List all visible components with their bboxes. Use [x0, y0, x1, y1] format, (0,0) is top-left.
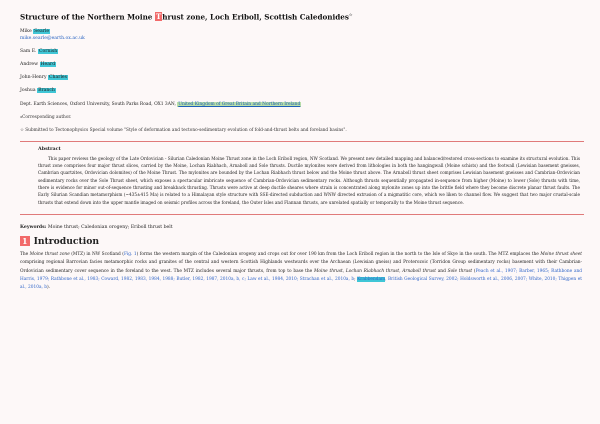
- author-1[interactable]: Mike Searle: [20, 29, 50, 35]
- title-text-rest: hrust zone, Loch Eriboll, Scottish Caledonides: [162, 12, 349, 22]
- affiliation-country-link[interactable]: United Kingdom of Great Britain and Northern Ireland: [178, 101, 301, 107]
- article-page: [8, 0, 592, 424]
- abstract-text: This paper reviews the geology of the Late Ordovician - Silurian Caledonian Moine Thrust zone in the Loch Eriboll region, NW Scotland. We present new detailed mapping and balanced/restored cross-sections to examine its structural evolution. This thrust zone comprises four major thrust slices, carried by the Moine, Lochan Riabhach, Arnaboll and Sole thrusts. Ductile mylonites were derived from lithologies in both the hangingwall (Moine schists) and the footwall (Lewisian basement gneisses, Cambrian quartzites, Ordovician dolomites) of the Moine Thrust. The mylonites are bounded by the Lochan Riabhach thrust below and the Moine thrust above. The Arnaboll thrust sheet comprises Lewisian basement gneisses and Cambrian-Ordovician sedimentary rocks over the Sole Thrust sheet, which exposes a spectacular imbricate sequence of Cambrian-Ordovician sedimentary rocks. Although thrusts sequentially propagated in-sequence from higher (Moine) to lower (Sole) thrusts with time, there is evidence for minor out-of-sequence thrusting and breakback thrusting. Thrusts were active at deep ductile sheares where strain is concentrated along mylonite zones up into the brittle field where they become discrete planar thrust faults. The Early Silurian Scandian metamorphism (~435±415 Ma) is related to a Himalayan style structure with SSE-directed subduction and WNW directed extrusion of a migmatitic core, which we liken to channel flow. We suggest that two major crustal-scale thrusts that extend down into the upper mantle imaged on seismic profiles across the foreland, the Outer Isles and Flannan thrusts, are unrelated spatially or temporally to the Moine thrust sequence.: [38, 155, 580, 205]
- author-email[interactable]: mike.searle@earth.ox.ac.uk: [20, 35, 85, 41]
- keywords-list: Moine thrust; Caledonian orogeny; Eriboll thrust belt: [47, 224, 173, 230]
- author-4[interactable]: John-Henry Charles: [20, 75, 67, 81]
- abstract-heading: Abstract: [38, 145, 61, 152]
- figure-link[interactable]: Fig. 1: [123, 251, 137, 257]
- title-highlight: T: [155, 12, 162, 22]
- author-block: [20, 29, 584, 41]
- section-title: Introduction: [33, 235, 100, 247]
- special-volume-note: ☆ Submitted to Tectonophysics Special volume "Style of deformation and tectono-sedimentary evolution of fold-and-thrust belts and foreland basins".: [20, 127, 347, 133]
- article-title: [20, 12, 584, 21]
- author-2[interactable]: Sam E. Cornish: [20, 48, 58, 54]
- corresponding-note: ⁎Corresponding author.: [20, 114, 72, 120]
- citation-links[interactable]: Peach et al., 1907; Barber, 1965; Rathbone and Harris, 1979; Rathbone et al., 1983; Coward, 1982, 1983, 1984, 1988; Butler, 1982, 1987, 2010a, b, c; Law et al., 1984, 2010; Strachan et al., 2010a, b: [20, 268, 583, 283]
- citation-links-2[interactable]: , British Geological Survey, 2002; Holdsworth et al., 2006, 2007; White, 2010; Thigpen et al., 2010a, b: [20, 277, 582, 291]
- intro-paragraph: The Moine thrust zone (MTZ) in NW Scotland (Fig. 1) forms the western margin of the Caledonian orogeny and crops out for over 190 km from the Loch Eriboll region in the north to the Isle of Skye in the south. The MTZ emplaces the Moine thrust sheet comprising regional Barrovian facies metamorphic rocks and granites of the central and western Scottish Highlands westwards over the Archaean (Lewisian gneiss) and Proterozoic (Torridon Group sedimentary rocks) basement with their Cambrian-Ordovician sedimentary cover sequence in the foreland to the west. The MTZ includes several major thrusts, from top to base the Moine thrust, Lochan Riabhach thrust, Arnaboll thrust and Sole thrust (Peach et al., 1907; Barber, 1965; Rathbone and Harris, 1979; Rathbone et al., 1983; Coward, 1982, 1983, 1984, 1988; Butler, 1982, 1987, 2010a, b, c; Law et al., 1984, 2010; Strachan et al., 2010a, b; Krabbendam, British Geological Survey, 2002; Holdsworth et al., 2006, 2007; White, 2010; Thigpen et al., 2010a, b).: [20, 251, 583, 291]
- section-number: 1: [22, 236, 28, 247]
- keywords-label: Keywords:: [20, 224, 47, 230]
- affiliation: [20, 102, 584, 107]
- affiliation-text: Dept. Earth Sciences, Oxford University, South Parks Road, OX1 3AN,: [20, 101, 176, 107]
- title-text: Structure of the Northern Moine: [20, 12, 155, 22]
- title-footnote-mark[interactable]: ☆: [348, 12, 353, 17]
- section-heading-introduction: [20, 236, 584, 247]
- keywords: [20, 225, 584, 230]
- author-3[interactable]: Andrew Heard: [20, 61, 56, 67]
- divider-top: [20, 141, 584, 142]
- divider-bottom: [20, 214, 584, 215]
- citation-highlight[interactable]: Krabbendam: [357, 277, 386, 283]
- author-5[interactable]: Joshua Branch: [20, 88, 55, 94]
